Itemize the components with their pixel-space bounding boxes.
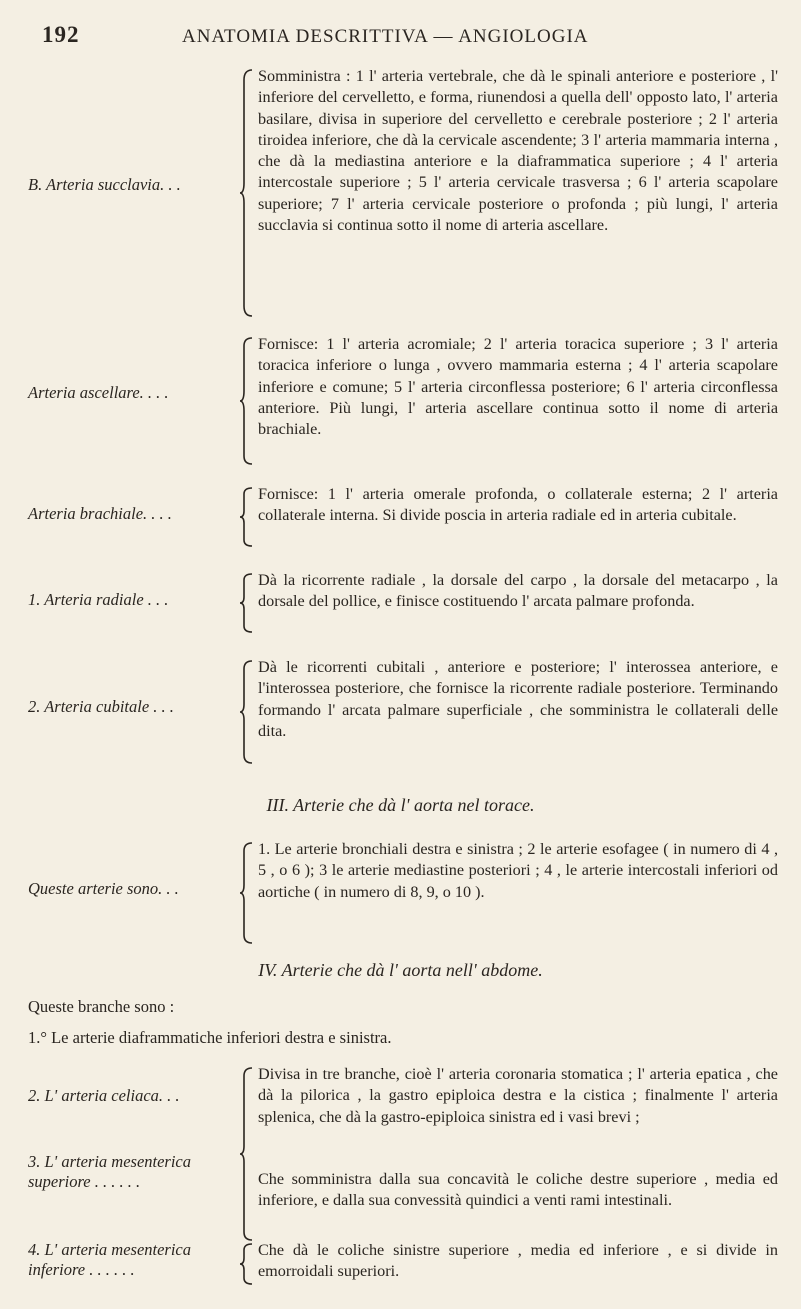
- entry-label: B. Arteria succlavia. . .: [28, 175, 181, 194]
- entry-label: 2. L' arteria celiaca. . .: [28, 1086, 180, 1105]
- brace-icon: [240, 336, 254, 466]
- entry-arteria-radiale: [28, 566, 778, 641]
- section-iv-intro: Queste branche sono :: [28, 997, 175, 1016]
- entry-arteria-cubitale: [28, 653, 778, 773]
- brace-icon: [240, 486, 254, 548]
- brace-icon: [240, 659, 254, 765]
- entry-celiaca-mesenterica: [28, 1060, 778, 1210]
- brace-icon: [240, 68, 254, 318]
- entry-arteria-brachiale: [28, 480, 778, 555]
- brace-icon: [240, 841, 254, 945]
- brace-icon: [240, 1242, 254, 1286]
- entry-label: Queste arterie sono. . .: [28, 879, 179, 898]
- entry-text: Che somministra dalla sua concavità le coliche destre superiore , media ed inferiore, e dalla sua convessità quindici a venti rami intestinali.: [258, 1170, 778, 1210]
- entry-text: Somministra : 1 l' arteria vertebrale, che dà le spinali anteriore e posteriore , l' inferiore del cervelletto, e forma, riunendosi a quella dell' opposto lato, l' arteria basilare, divisa in superiore del cervelletto e cerebrale posteriore ; 2 l' arteria tiroidea inferiore, che dà la cervicale ascendente; 3 l' arteria mammaria interna , che dà la mediastina anteriore e la diaframmatica superiore ; 4 l' arteria intercostale superiore ; 5 l' arteria cervicale trasversa ; 6 l' arteria scapolare superiore; 7 l' arteria cervicale posteriore o profonda ; più lungi, l' arteria succlavia si continua sotto il nome di arteria ascellare.: [258, 67, 778, 235]
- entry-text: 1. Le arterie bronchiali destra e sinistra ; 2 le arterie esofagee ( in numero di 4 , 5 , o 6 ); 3 le arterie mediastine posteriori ; 4 , le arterie intercostali inferiori od aortiche ( in numero di 8, 9, o 10 ).: [258, 840, 778, 901]
- entry-text: Dà la ricorrente radiale , la dorsale del carpo , la dorsale del metacarpo , la dorsale del pollice, e finisce costituendo l' arcata palmare profonda.: [258, 571, 778, 611]
- entry-mesenterica-inferiore: [28, 1236, 778, 1291]
- entry-arteria-succlavia: [28, 60, 778, 325]
- running-title: ANATOMIA DESCRITTIVA — ANGIOLOGIA: [182, 26, 589, 47]
- section-iii-title: III. Arterie che dà l' aorta nel torace.: [266, 795, 535, 815]
- entry-text: Divisa in tre branche, cioè l' arteria coronaria stomatica ; l' arteria epatica , che dà la pilorica , la gastro epiploica destra e la cistica ; finalmente l' arteria splenica, che dà la gastro-epiploica sinistra ed i vasi brevi ;: [258, 1065, 778, 1126]
- brace-icon: [240, 572, 254, 634]
- entry-label: 4. L' arteria mesenterica inferiore . . . . . .: [28, 1240, 192, 1279]
- brace-icon: [240, 1066, 254, 1242]
- section-iv-title: IV. Arterie che dà l' aorta nell' abdome.: [258, 960, 543, 980]
- entry-label: 2. Arteria cubitale . . .: [28, 697, 174, 716]
- entry-label: Arteria ascellare. . . .: [28, 383, 169, 402]
- page-number: 192: [42, 22, 80, 47]
- entry-label: Arteria brachiale. . . .: [28, 504, 172, 523]
- entry-label: 1. Arteria radiale . . .: [28, 590, 169, 609]
- entry-text: Dà le ricorrenti cubitali , anteriore e posteriore; l' interossea anteriore, e l'interossea posteriore, che fornisce la ricorrente radiale posteriore. Terminando formando l' arcata palmare superficiale , che somministra le collaterali delle dita.: [258, 658, 778, 740]
- entry-queste-arterie: [28, 835, 778, 945]
- entry-text: Fornisce: 1 l' arteria omerale profonda, o collaterale esterna; 2 l' arteria collaterale interna. Si divide poscia in arteria radiale ed in arteria cubitale.: [258, 485, 778, 525]
- section-iv-first: 1.° Le arterie diaframmatiche inferiori destra e sinistra.: [28, 1028, 392, 1047]
- entry-text: Fornisce: 1 l' arteria acromiale; 2 l' arteria toracica superiore ; 3 l' arteria toracica inferiore o lunga , ovvero mammaria esterna ; 4 l' arteria scapolare inferiore e comune; 5 l' arteria circonflessa posteriore; 6 l' arteria circonflessa anteriore. Più lungi, l' arteria ascellare continua sotto il nome di arteria brachiale.: [258, 335, 778, 439]
- page-header: [42, 22, 762, 52]
- entry-text: Che dà le coliche sinistre superiore , media ed inferiore , e si divide in emorroidali superiori.: [258, 1241, 778, 1281]
- entry-arteria-ascellare: [28, 330, 778, 480]
- entry-label: 3. L' arteria mesenterica superiore . . . . . .: [28, 1152, 192, 1191]
